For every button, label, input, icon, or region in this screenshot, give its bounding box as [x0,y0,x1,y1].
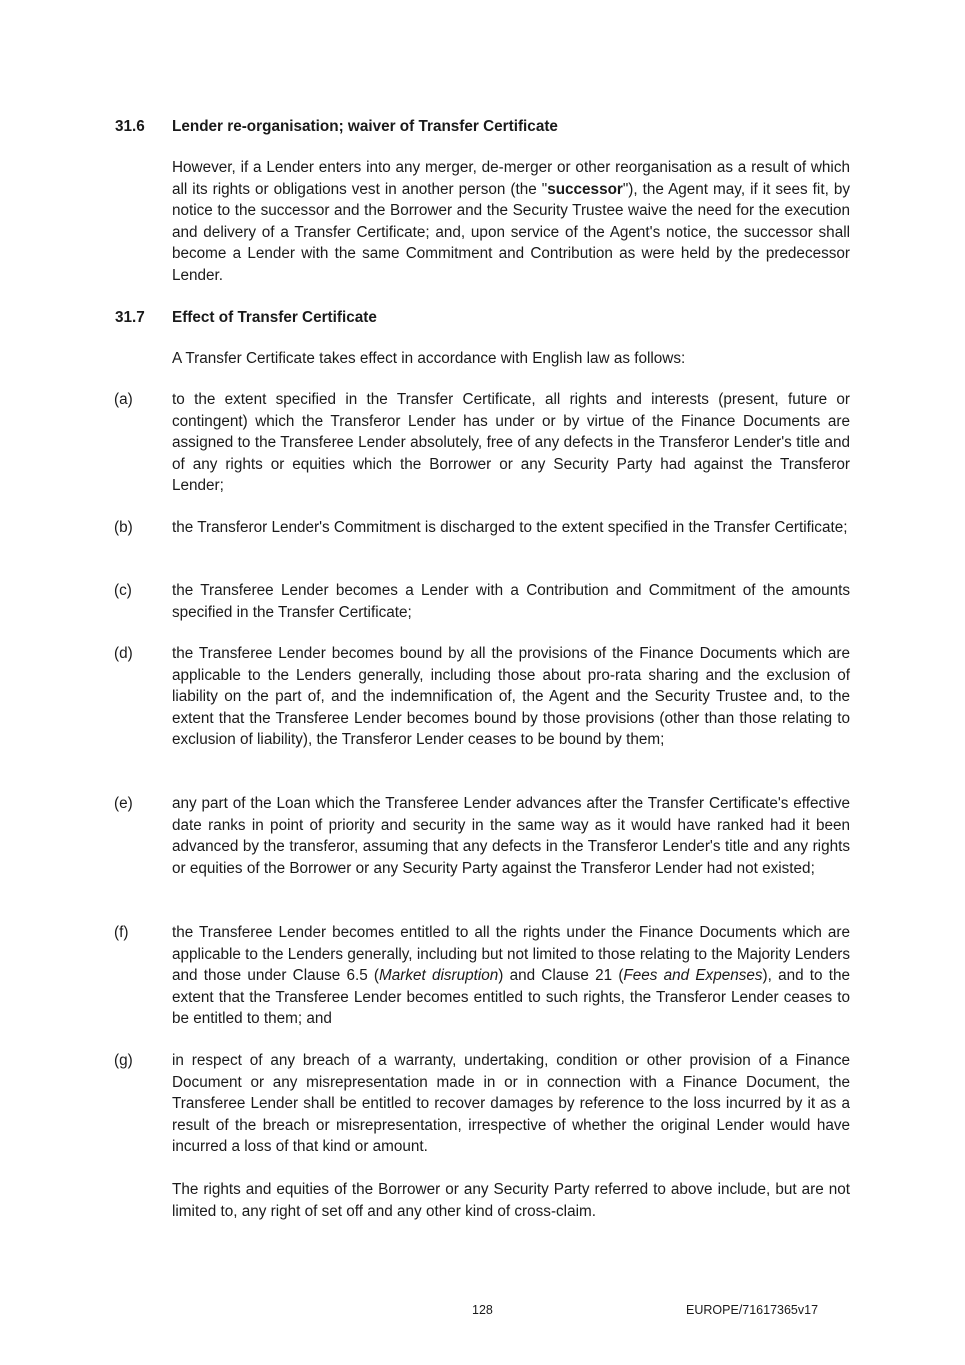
section-intro-31-7: A Transfer Certificate takes effect in accordance with English law as follows: [172,350,686,367]
list-label: (d) [114,645,133,662]
section-number: 31.7 [115,309,145,326]
section-title: Effect of Transfer Certificate [172,309,377,326]
list-text [172,922,850,1030]
page-number: 128 [472,1303,493,1317]
document-reference: EUROPE/71617365v17 [686,1303,819,1317]
section-title: Lender re-organisation; waiver of Transfer Certificate [172,118,558,135]
list-text: the Transferee Lender becomes bound by all the provisions of the Finance Documents which are applicable to the Lenders generally, including those about pro-rata sharing and the exclusion of liability on the part of, and the indemnification of, the Agent and the Security Trustee and, to the extent that the Transferee Lender becomes bound by those provisions (other than those relating to exclusion of liability), the Transferor Lender ceases to be bound by them; [172,645,850,749]
list-label: (c) [114,582,132,599]
list-text-part: ), and to the extent that the Transferee Lender becomes entitled to such rights, the Transferor Lender ceases to be entitled to them; and [172,967,851,1028]
list-label: (b) [114,519,133,536]
closing-paragraph: The rights and equities of the Borrower or any Security Party referred to above include, but are not limited to, any right of set off and any other kind of cross-claim. [172,1181,850,1220]
defined-term: successor [547,180,623,198]
list-label: (a) [114,391,133,408]
list-text-part: ) and Clause 21 ( [498,967,624,985]
section-paragraph-31-6 [172,157,850,287]
paragraph-text: However, if a Lender enters into any merger, de-merger or other reorganisation as a result of which all its rights or obligations vest in another person (the " [172,159,850,198]
list-label: (e) [114,795,133,812]
list-text: the Transferor Lender's Commitment is discharged to the extent specified in the Transfer Certificate; [172,519,848,536]
list-label: (f) [114,924,129,941]
list-text: to the extent specified in the Transfer Certificate, all rights and interests (present, future or contingent) which the Transferor Lender has under or by virtue of the Finance Documents are assigned to the Transferee Lender absolutely, free of any defects in the Transferor Lender's title and of any rights or equities which the Borrower or any Security Party had against the Transferor Lender; [172,391,850,495]
list-text-part: the Transferee Lender becomes entitled to all the rights under the Finance Documents which are applicable to the Lenders generally, including but not limited to those relating to the Majority Lenders and those under Clause 6.5 ( [172,924,850,985]
clause-title: Fees and Expenses [623,967,763,985]
list-label: (g) [114,1052,133,1069]
list-text: the Transferee Lender becomes a Lender with a Contribution and Commitment of the amounts specified in the Transfer Certificate; [172,582,850,621]
section-number: 31.6 [115,118,145,135]
paragraph-text: "), the Agent may, if it sees fit, by notice to the successor and the Borrower and the Security Trustee waive the need for the execution and delivery of a Transfer Certificate; and, upon service of the Agent's notice, the successor shall become a Lender with the same Commitment and Contribution as were held by the predecessor Lender. [172,180,850,284]
clause-title: Market disruption [379,967,499,985]
list-text: any part of the Loan which the Transferee Lender advances after the Transfer Certificate's effective date ranks in point of priority and security in the same way as it would have ranked had it been advanced by the transferor, assuming that any defects in the Transferor Lender's title and any rights or equities of the Borrower or any Security Party against the Transferor Lender had not existed; [172,795,850,877]
list-text: in respect of any breach of a warranty, undertaking, condition or other provision of a Finance Document or any misrepresentation made in or in connection with a Finance Document, the Transferee Lender shall be entitled to recover damages by reference to the loss incurred by it as a result of the breach or misrepresentation, irrespective of whether the original Lender would have incurred a loss of that kind or amount. [172,1052,850,1156]
